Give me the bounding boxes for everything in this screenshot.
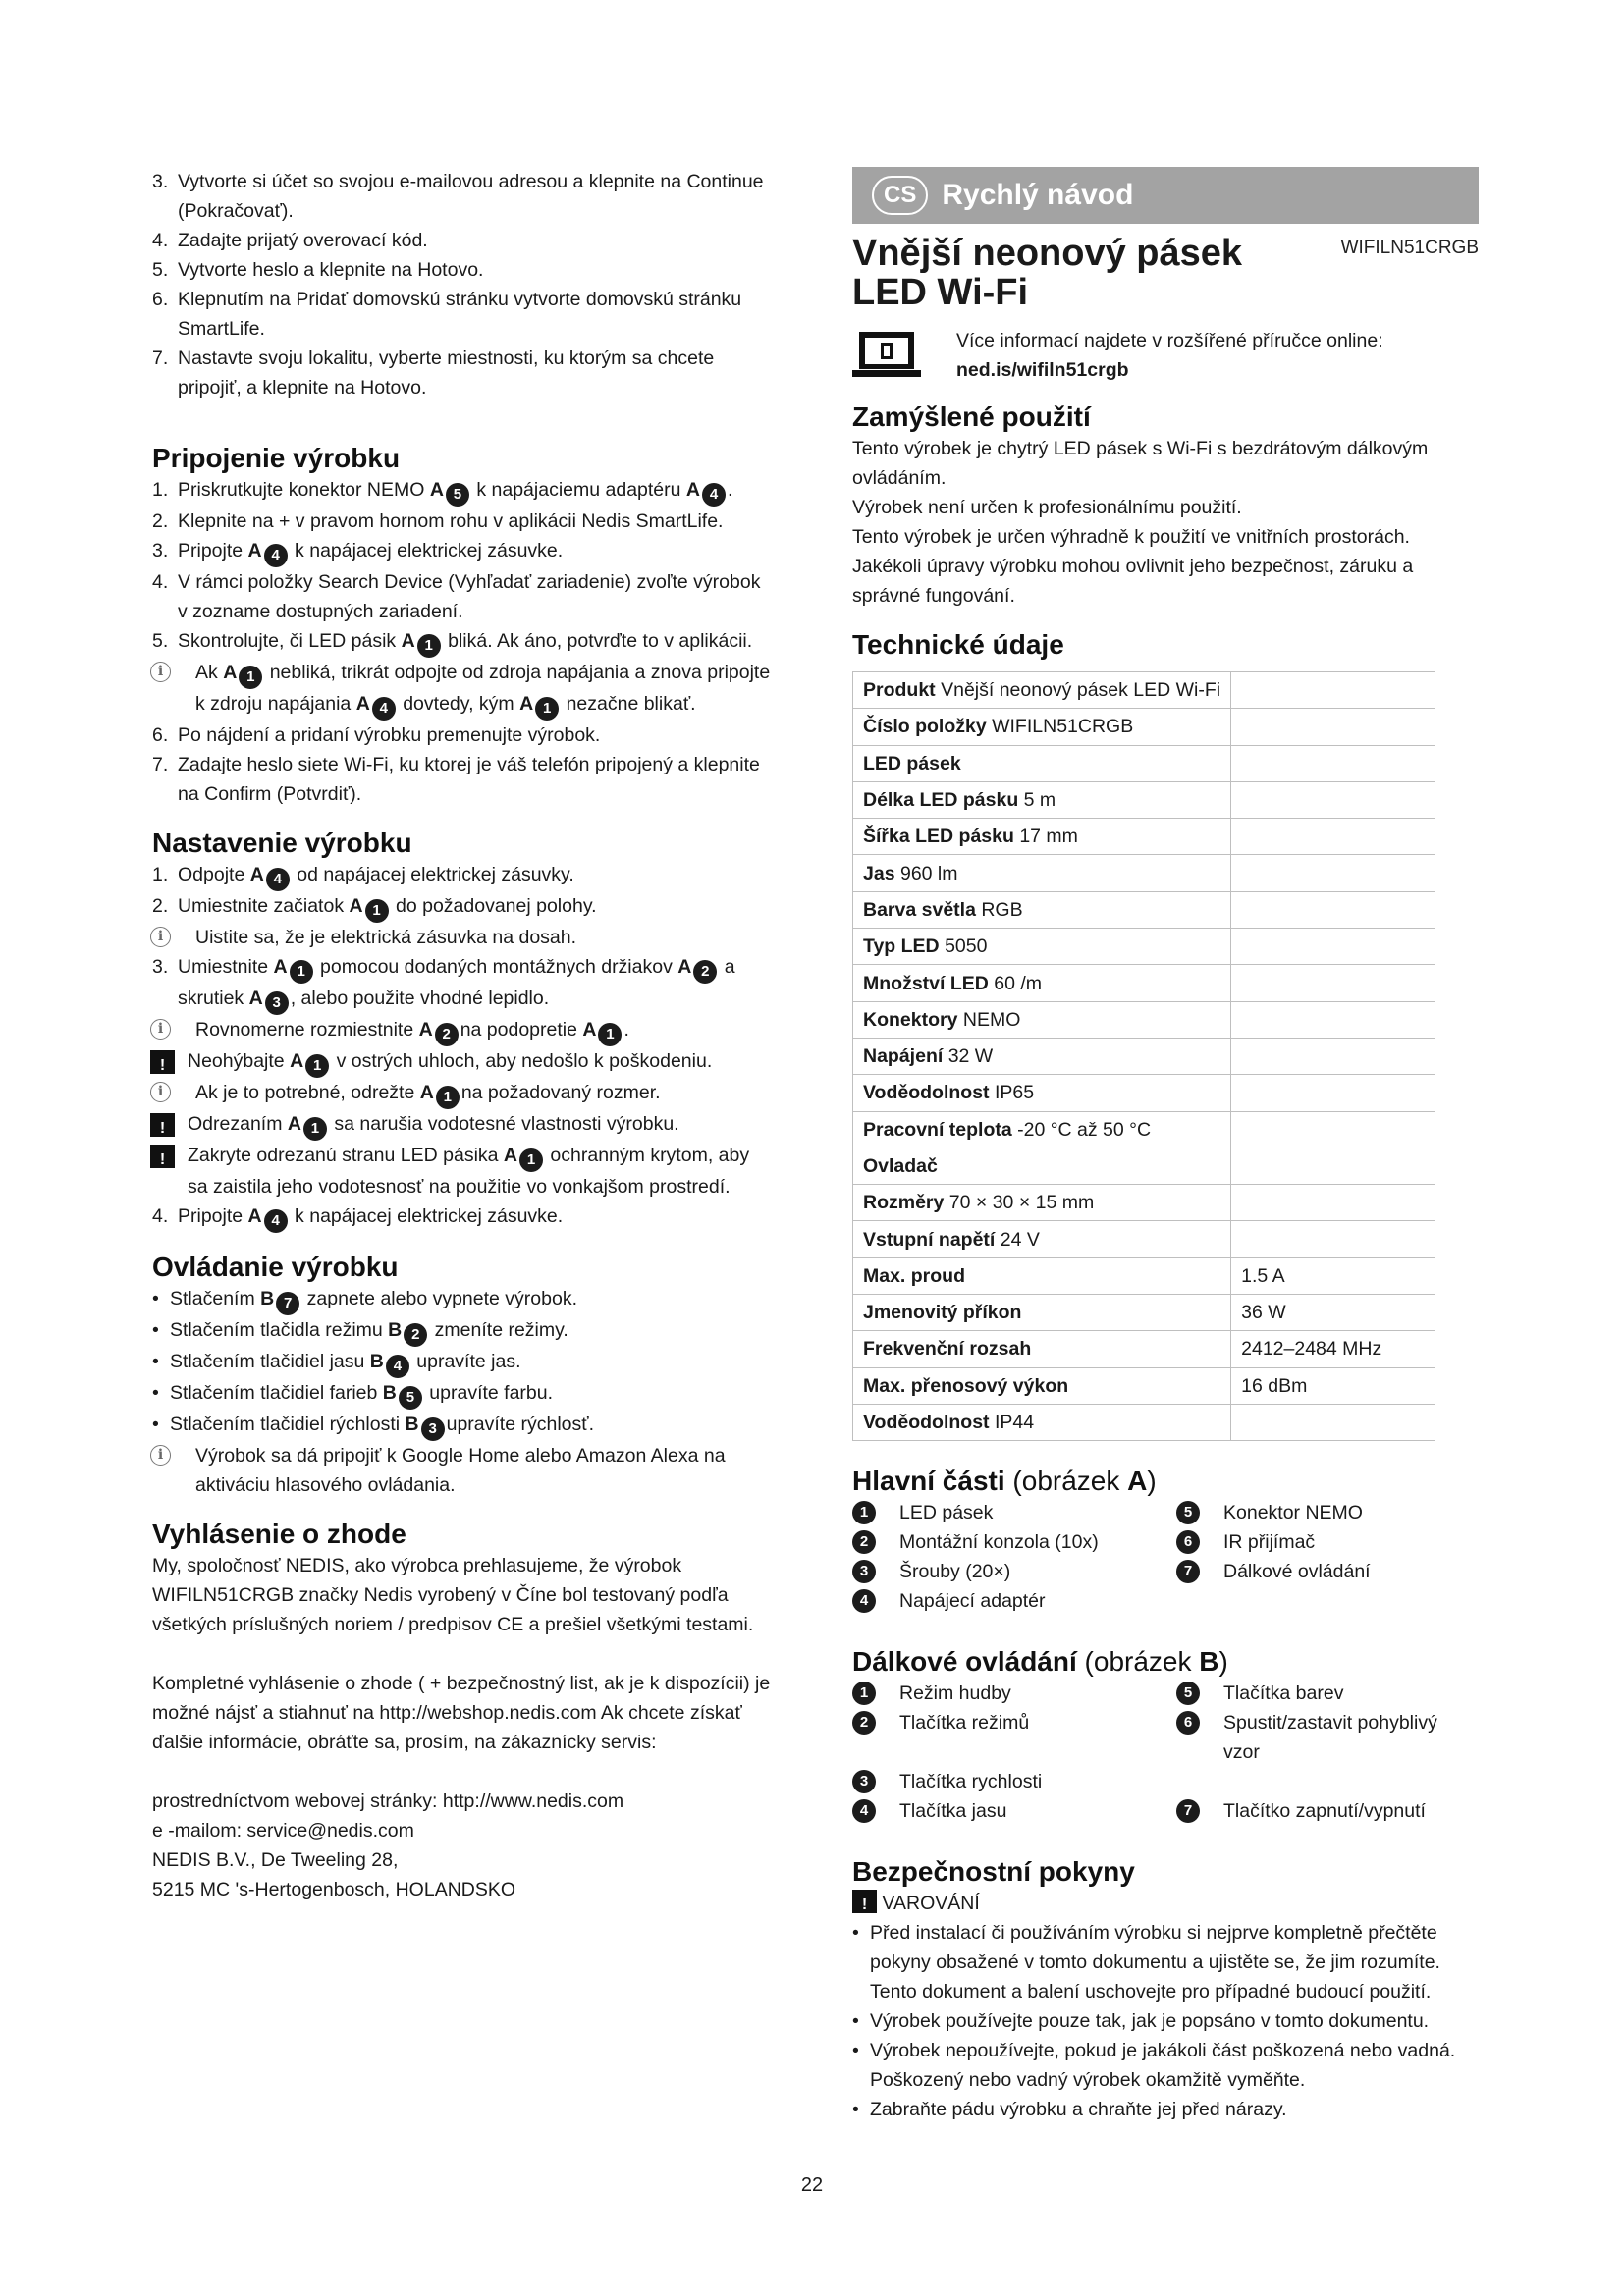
list-item: • Stlačením tlačidla režimu B 2 zmeníte režimy. bbox=[152, 1315, 771, 1347]
list-item: • Výrobek nepoužívejte, pokud je jakákoli část poškozená nebo vadná. Poškozený nebo vadný výrobek okamžitě vyměňte. bbox=[852, 2036, 1479, 2095]
spec-label-cell: Množství LED 60 /m bbox=[853, 965, 1231, 1001]
list-item bbox=[1176, 1767, 1471, 1796]
spec-label-cell: Konektory NEMO bbox=[853, 1001, 1231, 1038]
spec-value-cell bbox=[1231, 1221, 1435, 1257]
warning-icon bbox=[150, 1113, 175, 1137]
spec-label-cell: Rozměry 70 × 30 × 15 mm bbox=[853, 1185, 1231, 1221]
list-item: 7. Zadajte heslo siete Wi-Fi, ku ktorej je váš telefón pripojený a klepnite na Confirm (Potvrdiť). bbox=[152, 754, 760, 805]
paragraph: Výrobek není určen k profesionálnímu použití. bbox=[852, 497, 1242, 518]
list-item: 5. Vytvorte heslo a klepnite na Hotovo. bbox=[152, 259, 484, 281]
section-title: Ovládanie výrobku bbox=[152, 1252, 399, 1282]
more-info-text: Více informací najdete v rozšířené příručce online: bbox=[956, 330, 1383, 351]
remote-section: Dálkové ovládání (obrázek B) 1 Režim hudby 5 Tlačítka barev 2 Tlačítka režimů 6 Spustit/zastavit pohyblivý vzor 3 Tlačítka rychlosti 4 Tlačítka jasu 7 Tlačítko zapnutí/vypnutí bbox=[852, 1645, 1479, 1826]
info-icon: i bbox=[150, 1445, 171, 1466]
list-item: • Před instalací či používáním výrobku si nejprve kompletně přečtěte pokyny obsažené v tomto dokumentu a ujistěte se, že jim rozumíte. Tento dokument a balení uschovejte pro případné budoucí použití. bbox=[852, 1918, 1479, 2006]
table-row bbox=[853, 1075, 1435, 1111]
table-row bbox=[853, 745, 1435, 781]
list-item: 5 Tlačítka barev bbox=[1176, 1679, 1471, 1708]
info-note: i Uistite sa, že je elektrická zásuvka na dosah. bbox=[152, 923, 771, 952]
callout-badge: 4 bbox=[852, 1799, 876, 1823]
spec-value-cell bbox=[1231, 1001, 1435, 1038]
spec-value-cell bbox=[1231, 1148, 1435, 1184]
callout-badge: 7 bbox=[1176, 1799, 1200, 1823]
callout-badge: 5 bbox=[446, 483, 469, 507]
table-row bbox=[853, 1185, 1435, 1221]
spec-value-cell bbox=[1231, 672, 1435, 709]
table-row bbox=[853, 929, 1435, 965]
list-item: 1. Priskrutkujte konektor NEMO A 5 k napájaciemu adaptéru A 4 . bbox=[152, 475, 771, 507]
paragraph: My, spoločnosť NEDIS, ako výrobca prehlasujeme, že výrobok WIFILN51CRGB značky Nedis vyrobený v Číne bol testovaný podľa všetkých príslušných noriem / predpisov CE a prešiel všetkými testami. bbox=[152, 1555, 754, 1635]
section-title: Vyhlásenie o zhode bbox=[152, 1519, 406, 1549]
list-item: 2. Klepnite na + v pravom hornom rohu v aplikácii Nedis SmartLife. bbox=[152, 510, 724, 532]
more-info-url[interactable]: ned.is/wifiln51crgb bbox=[956, 359, 1129, 381]
section-title: Technické údaje bbox=[852, 629, 1064, 660]
info-note: i Ak je to potrebné, odrežte A 1 na požadovaný rozmer. bbox=[152, 1078, 771, 1109]
list-item: 4. Pripojte A 4 k napájacej elektrickej zásuvke. bbox=[152, 1201, 771, 1233]
spec-value-cell: 16 dBm bbox=[1231, 1367, 1435, 1404]
list-item: 4. Zadajte prijatý overovací kód. bbox=[152, 230, 428, 251]
spec-label-cell: Číslo položky WIFILN51CRGB bbox=[853, 709, 1231, 745]
setup-section bbox=[152, 827, 771, 1233]
spec-label-cell: Šířka LED pásku 17 mm bbox=[853, 819, 1231, 855]
spec-label-cell: Napájení 32 W bbox=[853, 1038, 1231, 1074]
spec-value-cell bbox=[1231, 1038, 1435, 1074]
list-item: 1 LED pásek bbox=[852, 1498, 1176, 1527]
list-item: 5. Skontrolujte, či LED pásik A 1 bliká. Ak áno, potvrďte to v aplikácii. bbox=[152, 626, 771, 658]
spec-value-cell bbox=[1231, 891, 1435, 928]
spec-value-cell bbox=[1231, 1185, 1435, 1221]
main-parts-section: Hlavní části (obrázek A) 1 LED pásek 5 Konektor NEMO 2 Montážní konzola (10x) 6 IR přijímač 3 Šrouby (20×) 7 Dálkové ovládání 4 Napájecí adaptér bbox=[852, 1465, 1479, 1616]
list-item: 7 Dálkové ovládání bbox=[1176, 1557, 1471, 1586]
list-item: 4 Tlačítka jasu bbox=[852, 1796, 1176, 1826]
spec-value-cell bbox=[1231, 781, 1435, 818]
section-title: Pripojenie výrobku bbox=[152, 443, 401, 473]
callout-badge: 2 bbox=[852, 1711, 876, 1735]
spec-label-cell: Pracovní teplota -20 °C až 50 °C bbox=[853, 1111, 1231, 1148]
list-item: 3. Vytvorte si účet so svojou e-mailovou adresou a klepnite na Continue (Pokračovať). bbox=[152, 171, 764, 222]
spec-value-cell: 1.5 A bbox=[1231, 1257, 1435, 1294]
spec-label-cell: Voděodolnost IP44 bbox=[853, 1404, 1231, 1440]
spec-label-cell: Jas 960 lm bbox=[853, 855, 1231, 891]
section-title: Bezpečnostní pokyny bbox=[852, 1856, 1135, 1888]
info-note: i Výrobok sa dá pripojiť k Google Home alebo Amazon Alexa na aktiváciu hlasového ovládania. bbox=[152, 1441, 771, 1500]
list-item: 7. Nastavte svoju lokalitu, vyberte miestnosti, ku ktorým sa chcete pripojiť, a klepnite na Hotovo. bbox=[152, 347, 715, 399]
spec-value-cell bbox=[1231, 965, 1435, 1001]
spec-label-cell: Typ LED 5050 bbox=[853, 929, 1231, 965]
spec-value-cell bbox=[1231, 819, 1435, 855]
spec-label-cell: Ovladač bbox=[853, 1148, 1231, 1184]
spec-value-cell bbox=[1231, 745, 1435, 781]
page-number: 22 bbox=[800, 2174, 824, 2196]
safety-section bbox=[852, 1855, 1479, 2124]
list-item: 2 Tlačítka režimů bbox=[852, 1708, 1176, 1767]
table-row bbox=[853, 672, 1435, 709]
info-icon: i bbox=[150, 662, 171, 682]
list-item: 6. Po nájdení a pridaní výrobku premenujte výrobok. bbox=[152, 724, 601, 746]
setup-steps-list bbox=[152, 167, 771, 402]
callout-badge: 4 bbox=[852, 1589, 876, 1613]
paragraph: 5215 MC 's-Hertogenbosch, HOLANDSKO bbox=[152, 1879, 516, 1900]
paragraph: Jakékoli úpravy výrobku mohou ovlivnit jeho bezpečnost, záruku a správné fungování. bbox=[852, 556, 1414, 607]
spec-value-cell: 2412–2484 MHz bbox=[1231, 1331, 1435, 1367]
product-title: Vnější neonový pásek LED Wi-Fi bbox=[852, 233, 1243, 313]
list-item: • Stlačením tlačidiel farieb B 5 upravíte farbu. bbox=[152, 1378, 771, 1410]
callout-badge: 2 bbox=[852, 1530, 876, 1554]
warning-icon bbox=[852, 1890, 877, 1913]
warning-label: ! VAROVÁNÍ bbox=[852, 1889, 1479, 1918]
spec-label-cell: Vstupní napětí 24 V bbox=[853, 1221, 1231, 1257]
spec-label-cell: Jmenovitý příkon bbox=[853, 1295, 1231, 1331]
list-item: • Stlačením tlačidiel rýchlosti B 3 upravíte rýchlosť. bbox=[152, 1410, 771, 1441]
list-item: 6. Klepnutím na Pridať domovskú stránku vytvorte domovskú stránku SmartLife. bbox=[152, 289, 742, 340]
spec-table bbox=[852, 671, 1435, 1441]
table-row bbox=[853, 891, 1435, 928]
list-item: 1. Odpojte A 4 od napájacej elektrickej zásuvky. bbox=[152, 860, 771, 891]
spec-value-cell bbox=[1231, 1404, 1435, 1440]
info-note: i Rovnomerne rozmiestnite A 2 na podopretie A 1 . bbox=[152, 1015, 771, 1046]
table-row bbox=[853, 819, 1435, 855]
table-row bbox=[853, 1257, 1435, 1294]
right-column bbox=[852, 167, 1479, 2124]
spec-value-cell bbox=[1231, 1075, 1435, 1111]
more-info-block bbox=[852, 320, 1479, 391]
warning-note: ! Odrezaním A 1 sa narušia vodotesné vlastnosti výrobku. bbox=[152, 1109, 771, 1141]
table-row bbox=[853, 709, 1435, 745]
table-row bbox=[853, 1367, 1435, 1404]
section-title: Zamýšlené použití bbox=[852, 401, 1091, 432]
table-row bbox=[853, 781, 1435, 818]
declaration-section bbox=[152, 1518, 771, 1904]
list-item: • Stlačením B 7 zapnete alebo vypnete výrobok. bbox=[152, 1284, 771, 1315]
intended-use-section bbox=[852, 400, 1479, 611]
warning-icon bbox=[150, 1050, 175, 1074]
spec-value-cell bbox=[1231, 709, 1435, 745]
table-row bbox=[853, 1038, 1435, 1074]
quick-guide-banner bbox=[852, 167, 1479, 224]
callout-badge: 1 bbox=[852, 1501, 876, 1524]
table-row bbox=[853, 1221, 1435, 1257]
paragraph: NEDIS B.V., De Tweeling 28, bbox=[152, 1849, 399, 1871]
table-row bbox=[853, 1404, 1435, 1440]
table-row bbox=[853, 1295, 1435, 1331]
list-item: 6 IR přijímač bbox=[1176, 1527, 1471, 1557]
spec-label-cell: Barva světla RGB bbox=[853, 891, 1231, 928]
callout-badge: 3 bbox=[852, 1560, 876, 1583]
list-item: 6 Spustit/zastavit pohyblivý vzor bbox=[1176, 1708, 1471, 1767]
list-item: 3. Umiestnite A 1 pomocou dodaných montážnych držiakov A 2 a skrutiek A 3 , alebo použite vhodné lepidlo. bbox=[152, 952, 771, 1015]
warning-note: ! Neohýbajte A 1 v ostrých uhloch, aby nedošlo k poškodeniu. bbox=[152, 1046, 771, 1078]
list-item: 2. Umiestnite začiatok A 1 do požadovanej polohy. bbox=[152, 891, 771, 923]
callout-badge: 4 bbox=[264, 544, 288, 567]
callout-badge: 3 bbox=[852, 1770, 876, 1793]
list-item: • Výrobek používejte pouze tak, jak je popsáno v tomto dokumentu. bbox=[852, 2006, 1479, 2036]
callout-badge: 5 bbox=[1176, 1682, 1200, 1705]
table-row bbox=[853, 855, 1435, 891]
table-row bbox=[853, 965, 1435, 1001]
warning-note: ! Zakryte odrezanú stranu LED pásika A 1 ochranným krytom, aby sa zaistila jeho vodotesnosť na použitie vo vonkajšom prostredí. bbox=[152, 1141, 771, 1201]
left-column bbox=[152, 167, 771, 1904]
list-item: 4. V rámci položky Search Device (Vyhľadať zariadenie) zvoľte výrobok v zozname dostupných zariadení. bbox=[152, 571, 761, 622]
spec-label-cell: LED pásek bbox=[853, 745, 1231, 781]
table-row bbox=[853, 1001, 1435, 1038]
callout-badge: 1 bbox=[417, 634, 441, 658]
section-title: Dálkové ovládání bbox=[852, 1646, 1077, 1678]
list-item: 3 Tlačítka rychlosti bbox=[852, 1767, 1176, 1796]
spec-value-cell: 36 W bbox=[1231, 1295, 1435, 1331]
list-item: 5 Konektor NEMO bbox=[1176, 1498, 1471, 1527]
info-icon: i bbox=[150, 1082, 171, 1102]
list-item: 4 Napájecí adaptér bbox=[852, 1586, 1176, 1616]
section-title: Hlavní části bbox=[852, 1466, 1005, 1497]
remote-list bbox=[852, 1679, 1479, 1826]
laptop-icon bbox=[852, 330, 921, 379]
spec-label-cell: Voděodolnost IP65 bbox=[853, 1075, 1231, 1111]
callout-badge: 6 bbox=[1176, 1711, 1200, 1735]
list-item: • Zabraňte pádu výrobku a chraňte jej před nárazy. bbox=[852, 2095, 1479, 2124]
table-row bbox=[853, 1111, 1435, 1148]
table-row bbox=[853, 1148, 1435, 1184]
callout-badge: 7 bbox=[1176, 1560, 1200, 1583]
callout-badge: 4 bbox=[702, 483, 726, 507]
callout-badge: 1 bbox=[852, 1682, 876, 1705]
list-item: • Stlačením tlačidiel jasu B 4 upravíte jas. bbox=[152, 1347, 771, 1378]
parts-list bbox=[852, 1498, 1479, 1616]
spec-label-cell: Délka LED pásku 5 m bbox=[853, 781, 1231, 818]
paragraph: Tento výrobek je chytrý LED pásek s Wi-Fi s bezdrátovým dálkovým ovládáním. bbox=[852, 438, 1429, 489]
spec-label-cell: Max. přenosový výkon bbox=[853, 1367, 1231, 1404]
section-title: Nastavenie výrobku bbox=[152, 828, 412, 858]
spec-label-cell: Max. proud bbox=[853, 1257, 1231, 1294]
control-section bbox=[152, 1251, 771, 1500]
paragraph: Tento výrobek je určen výhradně k použití ve vnitřních prostorách. bbox=[852, 526, 1410, 548]
paragraph: e -mailom: service@nedis.com bbox=[152, 1820, 414, 1842]
info-icon: i bbox=[150, 1019, 171, 1040]
connect-section bbox=[152, 442, 771, 809]
callout-badge: 5 bbox=[1176, 1501, 1200, 1524]
callout-badge: 6 bbox=[1176, 1530, 1200, 1554]
spec-value-cell bbox=[1231, 1111, 1435, 1148]
tech-specs-section bbox=[852, 628, 1479, 1441]
spec-label-cell: Frekvenční rozsah bbox=[853, 1331, 1231, 1367]
spec-value-cell bbox=[1231, 855, 1435, 891]
list-item: 2 Montážní konzola (10x) bbox=[852, 1527, 1176, 1557]
spec-value-cell bbox=[1231, 929, 1435, 965]
list-item: 7 Tlačítko zapnutí/vypnutí bbox=[1176, 1796, 1471, 1826]
warning-icon bbox=[150, 1145, 175, 1168]
info-note: i Ak A 1 nebliká, trikrát odpojte od zdroja napájania a znova pripojte k zdroju napájania A 4 dovtedy, kým A 1 nezačne blikať. bbox=[152, 658, 771, 721]
list-item: 3 Šrouby (20×) bbox=[852, 1557, 1176, 1586]
language-badge: CS bbox=[872, 176, 928, 215]
list-item: 1 Režim hudby bbox=[852, 1679, 1176, 1708]
banner-title: Rychlý návod bbox=[942, 179, 1134, 211]
info-icon: i bbox=[150, 927, 171, 947]
list-item: 3. Pripojte A 4 k napájacej elektrickej zásuvke. bbox=[152, 536, 771, 567]
paragraph: prostredníctvom webovej stránky: http://www.nedis.com bbox=[152, 1790, 624, 1812]
paragraph: Kompletné vyhlásenie o zhode ( + bezpečnostný list, ak je k dispozícii) je možné nájsť a stiahnuť na http://webshop.nedis.com Ak chcete získať ďalšie informácie, obráťte sa, prosím, na zákaznícky servis: bbox=[152, 1673, 771, 1753]
spec-label-cell: Produkt Vnější neonový pásek LED Wi-Fi bbox=[853, 672, 1231, 709]
product-code: WIFILN51CRGB bbox=[1340, 238, 1479, 258]
table-row bbox=[853, 1331, 1435, 1367]
